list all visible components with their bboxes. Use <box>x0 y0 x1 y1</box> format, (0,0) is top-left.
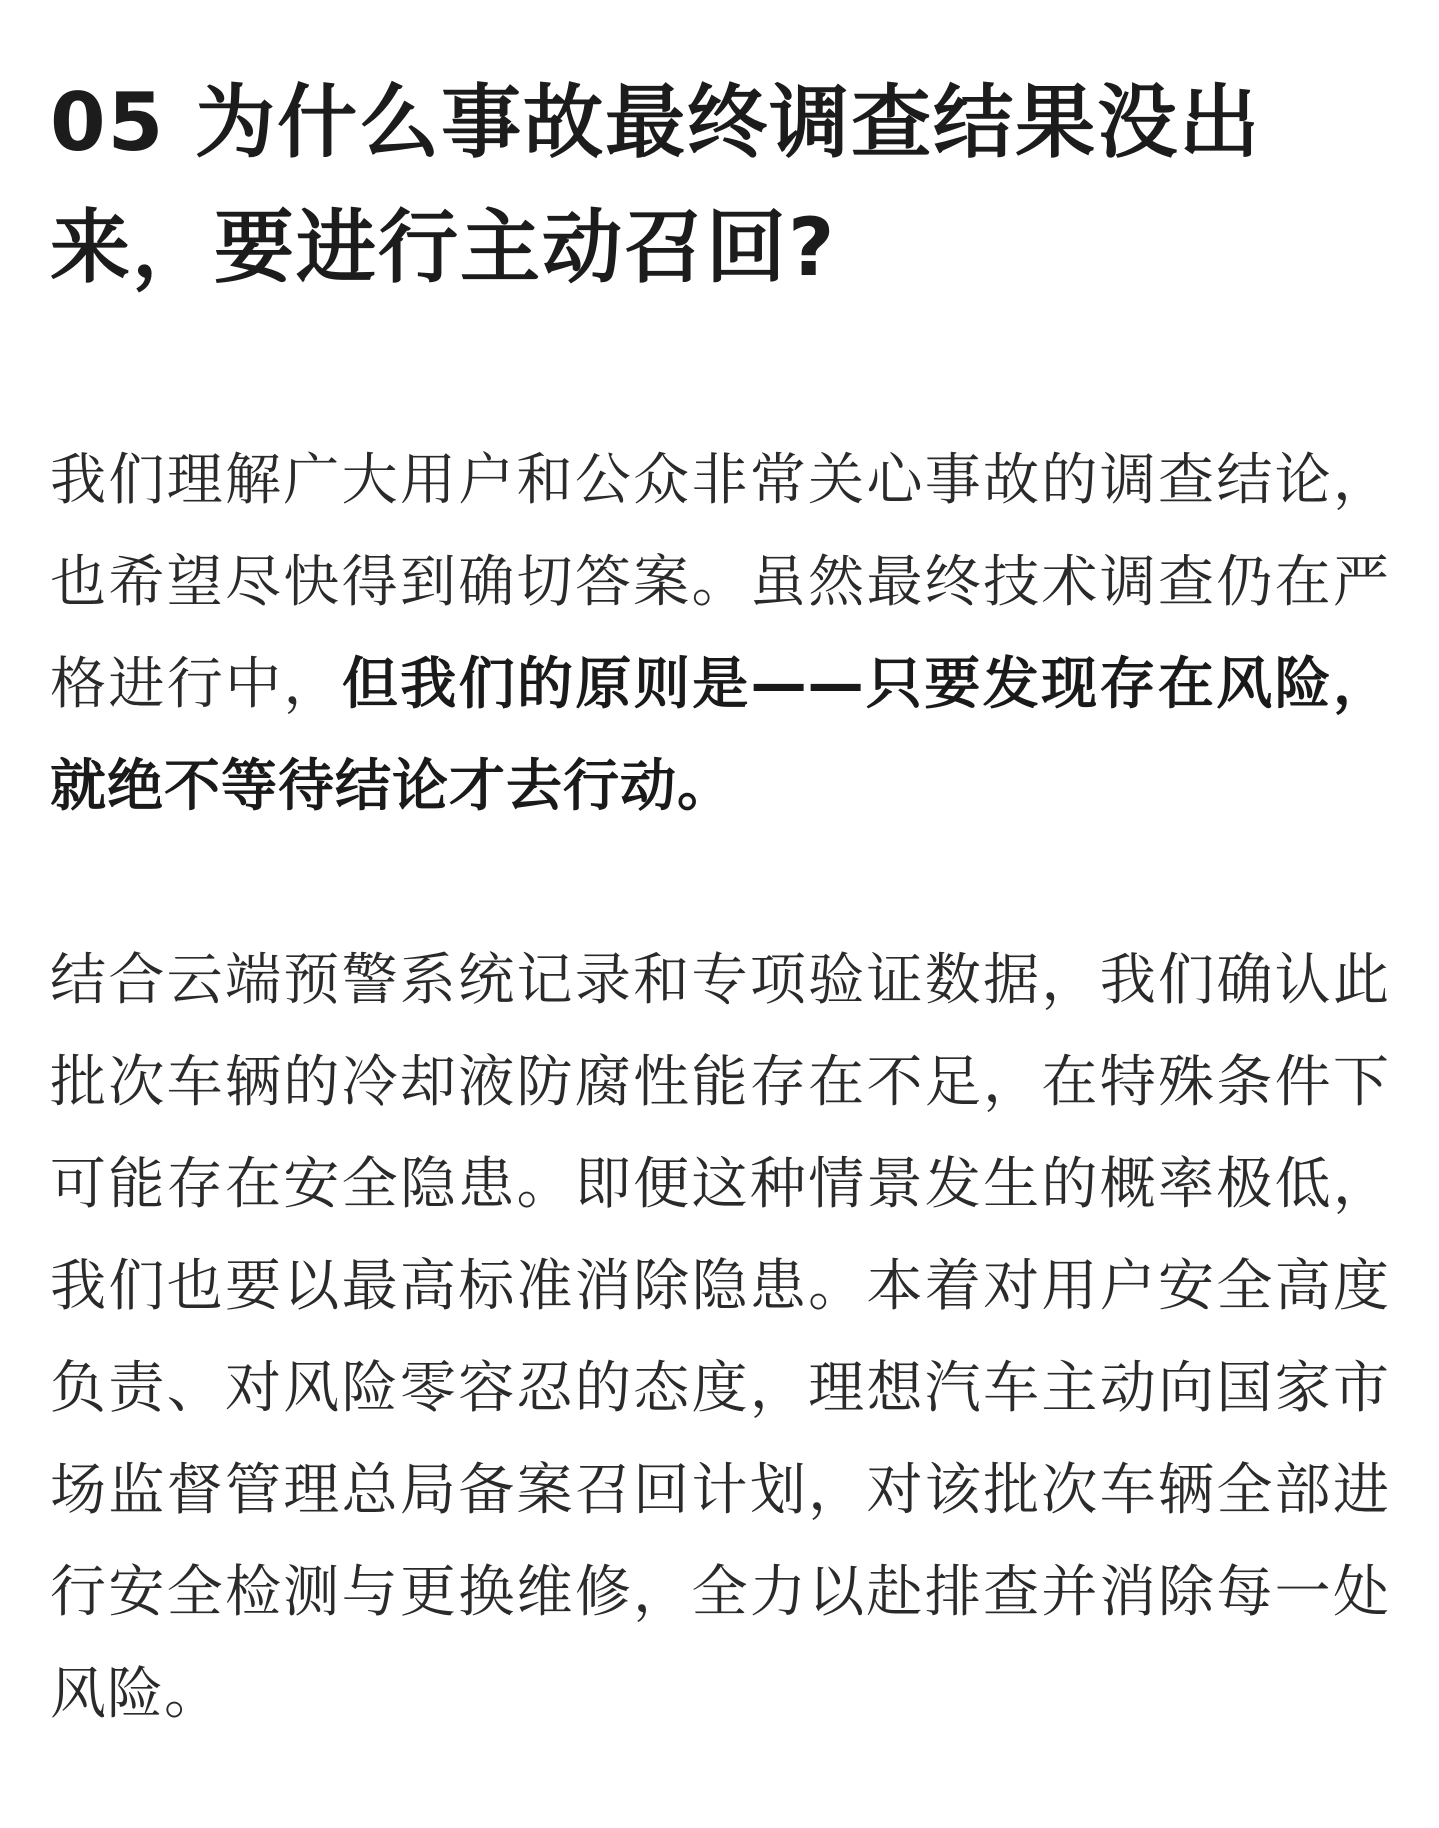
paragraph-principle-text: 我们理解广大用户和公众非常关心事故的调查结论，也希望尽快得到确切答案。虽然最终技术调查仍在严格进行中， <box>50 448 1390 717</box>
paragraph-principle <box>50 430 1390 838</box>
article <box>50 60 1390 1746</box>
paragraph-principle-emphasis: 但我们的原则是——只要发现存在风险，就绝不等待结论才去行动。 <box>50 652 1391 819</box>
section-heading: 05 为什么事故最终调查结果没出来，要进行主动召回? <box>50 76 1262 294</box>
paragraph-recall-reason: 结合云端预警系统记录和专项验证数据，我们确认此批次车辆的冷却液防腐性能存在不足，在特殊条件下可能存在安全隐患。即便这种情景发生的概率极低，我们也要以最高标准消除隐患。本着对用户安全高度负责、对风险零容忍的态度，理想汽车主动向国家市场监督管理总局备案召回计划，对该批次车辆全部进行安全检测与更换维修，全力以赴排查并消除每一处风险。 <box>50 948 1390 1727</box>
